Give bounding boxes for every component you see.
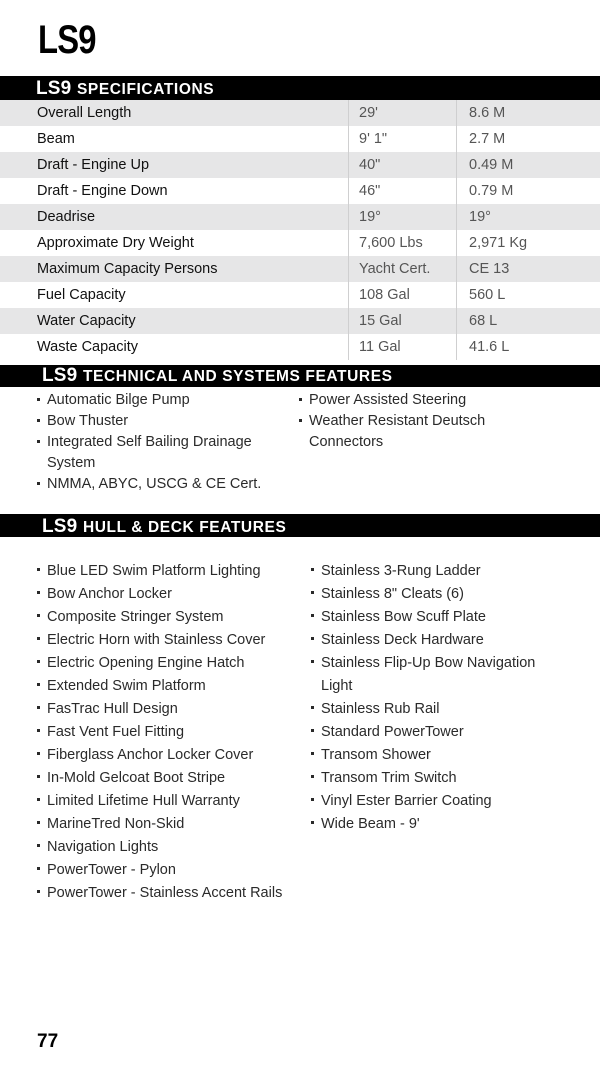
feature-item-text: NMMA, ABYC, USCG & CE Cert.	[47, 476, 262, 492]
feature-item-text: Stainless Flip-Up Bow Navigation	[321, 655, 536, 671]
feature-item	[37, 744, 282, 767]
spec-metric-value: 0.79 M	[457, 178, 600, 204]
feature-item-text: System	[47, 455, 96, 471]
feature-item	[311, 813, 535, 836]
spec-row	[0, 308, 600, 334]
feature-item-text: Weather Resistant Deutsch	[309, 413, 486, 429]
feature-item	[37, 390, 261, 411]
spec-label: Maximum Capacity Persons	[0, 256, 349, 282]
feature-item	[37, 560, 282, 583]
feature-item-text: MarineTred Non-Skid	[47, 816, 185, 832]
feature-item	[37, 882, 282, 905]
feature-item	[37, 606, 282, 629]
spec-metric-value: 41.6 L	[457, 334, 600, 360]
spec-imperial-value: 15 Gal	[349, 308, 457, 334]
feature-item-text: Connectors	[309, 434, 384, 450]
feature-item-text: In-Mold Gelcoat Boot Stripe	[47, 770, 226, 786]
feature-item-text: Fast Vent Fuel Fitting	[47, 724, 185, 740]
spec-label: Deadrise	[0, 204, 349, 230]
feature-item	[37, 675, 282, 698]
feature-item-text: Composite Stringer System	[47, 609, 224, 625]
feature-item	[311, 606, 535, 629]
feature-item-text: Standard PowerTower	[321, 724, 464, 740]
spec-label: Draft - Engine Up	[0, 152, 349, 178]
feature-item-text: Power Assisted Steering	[309, 392, 467, 408]
specifications-heading-model: LS9	[36, 78, 72, 99]
spec-label: Beam	[37, 131, 75, 147]
spec-row	[0, 126, 600, 152]
spec-row	[0, 282, 600, 308]
feature-item	[311, 698, 535, 721]
spec-metric-value: 68 L	[457, 308, 600, 334]
feature-item	[311, 652, 535, 698]
spec-label: Overall Length	[0, 100, 349, 126]
feature-item-text: Transom Shower	[321, 747, 431, 763]
spec-metric-value: 19°	[457, 204, 600, 230]
feature-item-text: Stainless 3-Rung Ladder	[321, 563, 481, 579]
model-title: LS9	[38, 18, 96, 62]
hull-deck-features-heading	[0, 514, 600, 537]
spec-imperial-value: Yacht Cert.	[349, 256, 457, 282]
feature-item-text: Blue LED Swim Platform Lighting	[47, 563, 261, 579]
feature-item-text: Vinyl Ester Barrier Coating	[321, 793, 492, 809]
technical-features-heading-model: LS9	[42, 365, 78, 386]
feature-item	[311, 744, 535, 767]
spec-row	[0, 100, 600, 126]
specifications-heading-text: SPECIFICATIONS	[76, 81, 215, 98]
feature-item-text: Bow Anchor Locker	[47, 586, 172, 602]
spec-label: Waste Capacity	[37, 339, 138, 355]
feature-item	[37, 790, 282, 813]
spec-row	[0, 152, 600, 178]
feature-item-text: Automatic Bilge Pump	[47, 392, 190, 408]
spec-imperial-value: 29'	[349, 100, 457, 126]
feature-item	[37, 629, 282, 652]
feature-item-text: Extended Swim Platform	[47, 678, 206, 694]
spec-imperial-value: 46"	[349, 178, 457, 204]
feature-item-text: Integrated Self Bailing Drainage	[47, 434, 252, 450]
feature-item	[37, 411, 261, 432]
spec-imperial-value: 7,600 Lbs	[349, 230, 457, 256]
spec-metric-value: 2,971 Kg	[457, 230, 600, 256]
feature-item-text: Bow Thuster	[47, 413, 129, 429]
feature-item-text: PowerTower - Pylon	[47, 862, 176, 878]
feature-item-text: Stainless Deck Hardware	[321, 632, 484, 648]
feature-item-text: Navigation Lights	[47, 839, 159, 855]
feature-item-text: Limited Lifetime Hull Warranty	[47, 793, 240, 809]
spec-metric-value: 8.6 M	[457, 100, 600, 126]
feature-item	[37, 698, 282, 721]
feature-item	[37, 652, 282, 675]
feature-item-text: Fiberglass Anchor Locker Cover	[47, 747, 254, 763]
spec-metric-value: 0.49 M	[457, 152, 600, 178]
spec-metric-value: 560 L	[457, 282, 600, 308]
feature-item	[37, 836, 282, 859]
technical-features-heading	[0, 365, 600, 387]
feature-item-text: Transom Trim Switch	[321, 770, 457, 786]
feature-item	[37, 767, 282, 790]
feature-item-text: Stainless Bow Scuff Plate	[321, 609, 486, 625]
feature-item-text: Light	[321, 678, 353, 694]
page-number: 77	[37, 1031, 59, 1052]
spec-label: Draft - Engine Down	[37, 183, 168, 199]
feature-item	[299, 390, 485, 411]
spec-metric-value: 2.7 M	[457, 126, 600, 152]
hull-deck-features-heading-model: LS9	[42, 516, 78, 537]
feature-item-text: Stainless 8" Cleats (6)	[321, 586, 464, 602]
feature-item	[37, 432, 261, 474]
spec-row	[0, 334, 600, 360]
spec-imperial-value: 19°	[349, 204, 457, 230]
feature-item-text: FasTrac Hull Design	[47, 701, 178, 717]
technical-features-heading-text: TECHNICAL AND SYSTEMS FEATURES	[82, 368, 393, 385]
spec-row	[0, 256, 600, 282]
spec-label: Fuel Capacity	[37, 287, 126, 303]
feature-item-text: Electric Horn with Stainless Cover	[47, 632, 266, 648]
spec-label: Approximate Dry Weight	[37, 235, 194, 251]
feature-item-text: Wide Beam - 9'	[321, 816, 420, 832]
feature-item	[311, 629, 535, 652]
spec-imperial-value: 40"	[349, 152, 457, 178]
spec-imperial-value: 11 Gal	[349, 334, 457, 360]
feature-item	[37, 813, 282, 836]
feature-item	[311, 560, 535, 583]
feature-item	[311, 583, 535, 606]
feature-item-text: PowerTower - Stainless Accent Rails	[47, 885, 283, 901]
feature-item	[37, 859, 282, 882]
spec-metric-value: CE 13	[457, 256, 600, 282]
feature-item	[299, 411, 485, 453]
technical-features-list-left	[37, 390, 261, 495]
feature-item-text: Stainless Rub Rail	[321, 701, 440, 717]
hull-deck-features-heading-text: HULL & DECK FEATURES	[82, 519, 287, 536]
spec-label: Water Capacity	[0, 308, 349, 334]
specifications-heading	[0, 76, 600, 100]
spec-row	[0, 204, 600, 230]
specifications-table	[0, 100, 600, 360]
feature-item	[311, 721, 535, 744]
spec-imperial-value: 108 Gal	[349, 282, 457, 308]
feature-item	[311, 790, 535, 813]
spec-row	[0, 178, 600, 204]
spec-imperial-value: 9' 1"	[349, 126, 457, 152]
feature-item	[37, 583, 282, 606]
feature-item-text: Electric Opening Engine Hatch	[47, 655, 245, 671]
spec-row	[0, 230, 600, 256]
technical-features-list-right	[299, 390, 485, 453]
feature-item	[311, 767, 535, 790]
feature-item	[37, 474, 261, 495]
hull-deck-features-list-left	[37, 560, 282, 905]
hull-deck-features-list-right	[311, 560, 535, 836]
feature-item	[37, 721, 282, 744]
